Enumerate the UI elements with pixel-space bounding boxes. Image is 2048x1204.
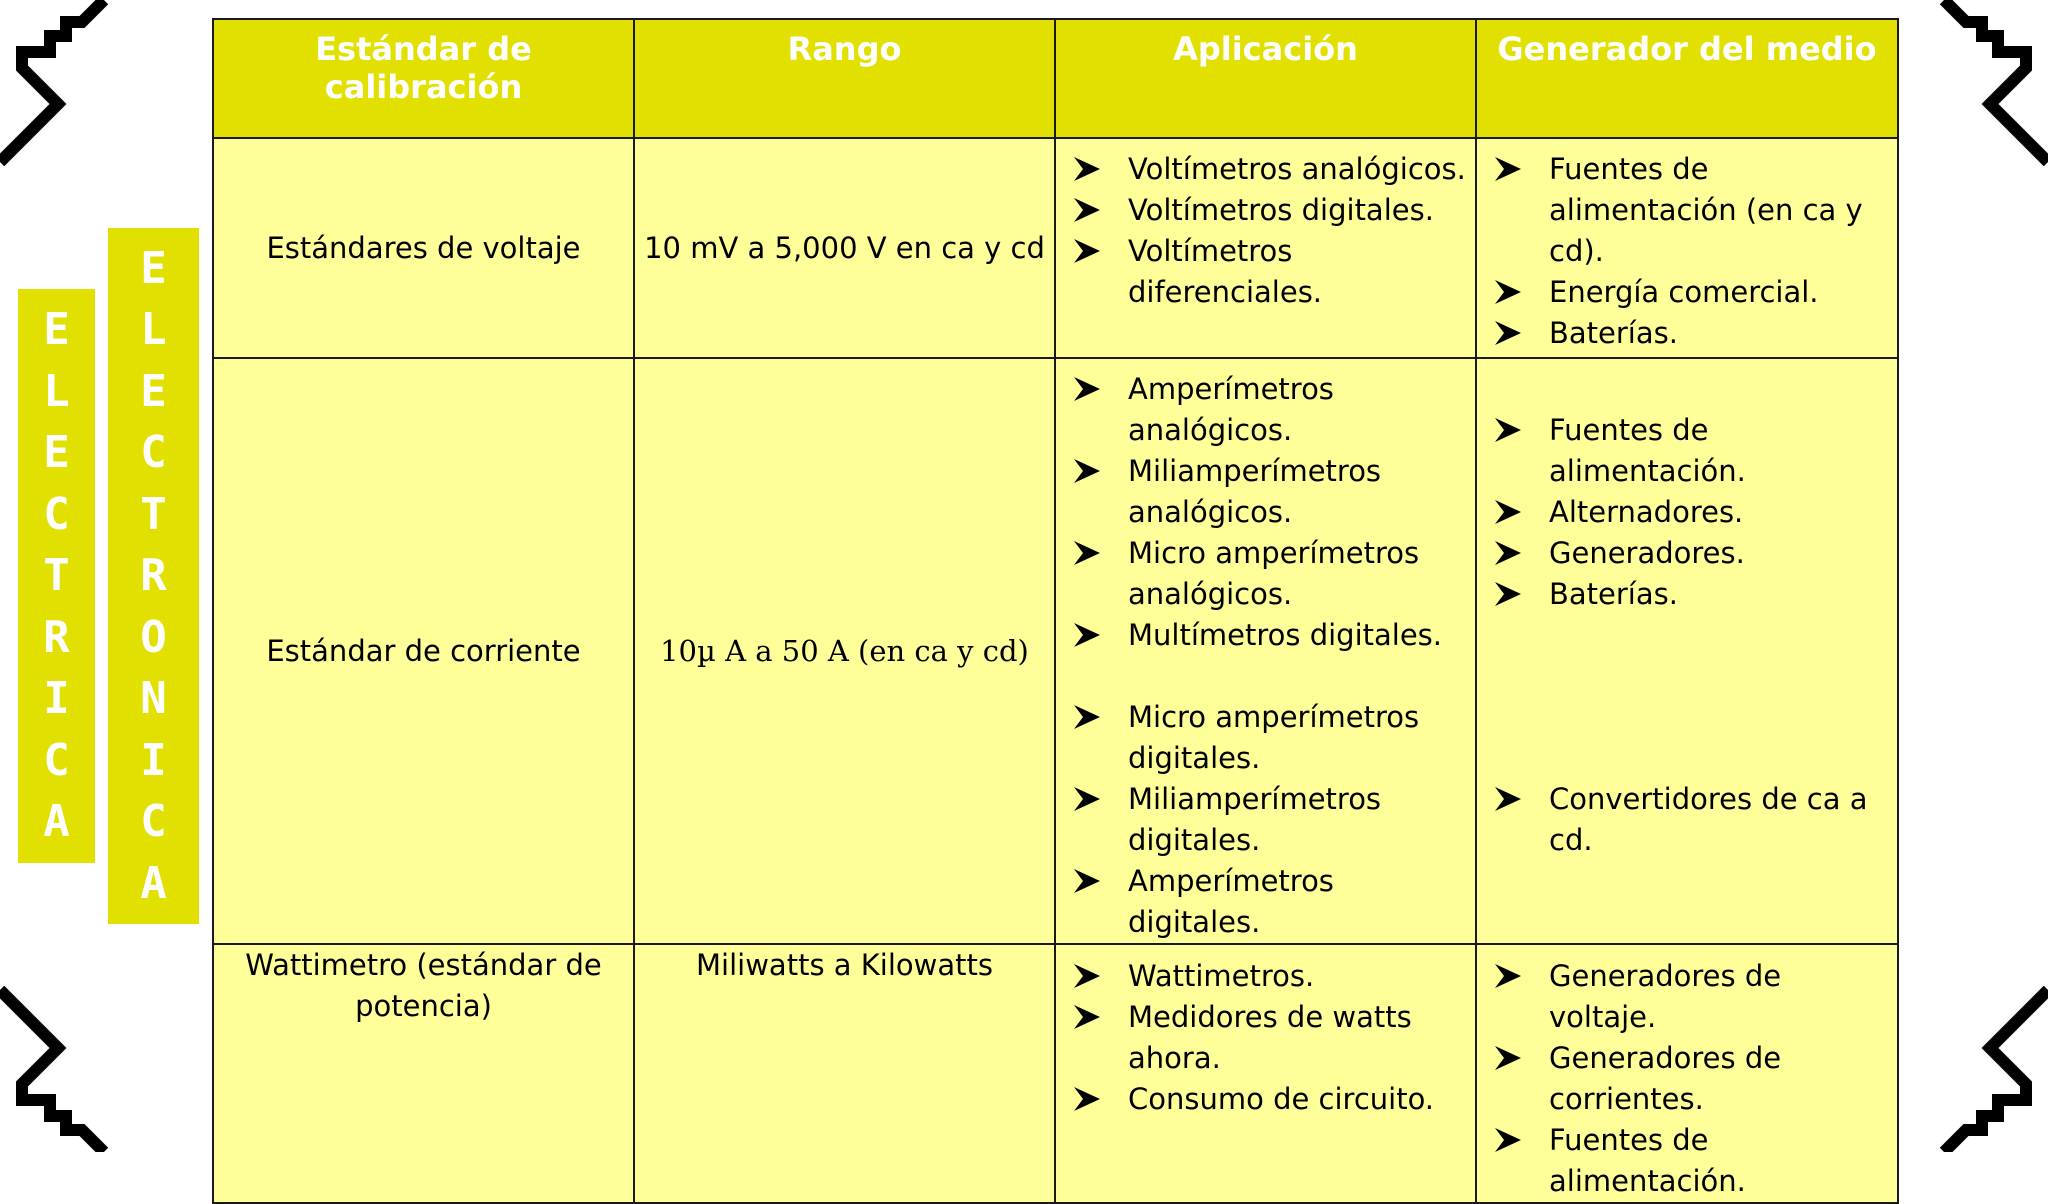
generator-list — [1477, 149, 1897, 354]
side-label-letter: E — [140, 242, 167, 294]
list-item-text: Amperímetros analógicos. — [1128, 372, 1334, 447]
side-label-letter: A — [43, 796, 70, 848]
generator-list — [1477, 956, 1897, 1202]
list-item — [1068, 451, 1475, 533]
generator-cell — [1476, 358, 1898, 944]
list-item-text: Consumo de circuito. — [1128, 1082, 1435, 1116]
list-item-text: Energía comercial. — [1549, 275, 1819, 309]
side-label-letter: C — [140, 427, 167, 479]
application-cell — [1055, 138, 1476, 358]
application-list — [1056, 956, 1475, 1120]
arrowhead-bullet-icon — [1493, 318, 1523, 348]
arrowhead-bullet-icon — [1072, 1084, 1102, 1114]
side-label-letter: C — [140, 796, 167, 848]
side-label-letter: I — [140, 734, 167, 786]
list-item-text: Multímetros digitales. — [1128, 618, 1443, 652]
arrowhead-bullet-icon — [1072, 538, 1102, 568]
list-item-text: Miliamperímetros digitales. — [1128, 782, 1382, 857]
list-item — [1068, 615, 1475, 656]
side-label-letter: E — [43, 304, 70, 356]
list-item — [1068, 369, 1475, 451]
side-label-letter: A — [140, 857, 167, 909]
arrowhead-bullet-icon — [1072, 961, 1102, 991]
header-calibration-standard: Estándar de calibración — [213, 19, 634, 138]
side-label-letter: N — [140, 673, 167, 725]
list-item — [1489, 492, 1897, 533]
list-item-text: Voltímetros diferenciales. — [1128, 234, 1323, 309]
table-header-row — [213, 19, 1898, 138]
list-item-text: Voltímetros digitales. — [1128, 193, 1434, 227]
arrowhead-bullet-icon — [1072, 374, 1102, 404]
list-item-text: Generadores. — [1549, 536, 1745, 570]
arrowhead-bullet-icon — [1493, 784, 1523, 814]
list-item — [1489, 779, 1897, 861]
side-label-letter: C — [43, 488, 70, 540]
list-item-text: Fuentes de alimentación (en ca y cd). — [1549, 152, 1863, 268]
list-spacer — [1068, 656, 1475, 697]
table-row — [213, 138, 1898, 358]
list-item — [1068, 956, 1475, 997]
list-item-text: Wattimetros. — [1128, 959, 1315, 993]
arrowhead-bullet-icon — [1072, 784, 1102, 814]
arrowhead-bullet-icon — [1072, 620, 1102, 650]
side-label-letter: E — [140, 365, 167, 417]
list-item — [1489, 1120, 1897, 1202]
arrowhead-bullet-icon — [1493, 1043, 1523, 1073]
list-spacer — [1489, 615, 1897, 779]
list-item — [1489, 149, 1897, 272]
application-list — [1056, 369, 1475, 943]
side-label-letter: E — [43, 427, 70, 479]
list-item-text: Fuentes de alimentación. — [1549, 1123, 1746, 1198]
application-list — [1056, 149, 1475, 313]
side-label-letter: L — [43, 365, 70, 417]
list-item — [1489, 956, 1897, 1038]
list-item-text: Medidores de watts ahora. — [1128, 1000, 1412, 1075]
standard-cell: Estándares de voltaje — [213, 138, 634, 358]
side-label-letter: T — [140, 488, 167, 540]
standard-cell: Wattimetro (estándar de potencia) — [213, 944, 634, 1203]
generator-cell — [1476, 944, 1898, 1203]
list-item — [1489, 574, 1897, 615]
list-item — [1068, 533, 1475, 615]
list-item-text: Generadores de corrientes. — [1549, 1041, 1782, 1116]
list-item — [1068, 861, 1475, 943]
list-item-text: Amperímetros digitales. — [1128, 864, 1334, 939]
arrowhead-bullet-icon — [1493, 1125, 1523, 1155]
side-label-letter: R — [140, 550, 167, 602]
header-application: Aplicación — [1055, 19, 1476, 138]
side-label-letter: R — [43, 611, 70, 663]
application-cell — [1055, 358, 1476, 944]
corner-ornament-bottom-left — [0, 962, 190, 1152]
side-label-letter: I — [43, 673, 70, 725]
list-item — [1068, 231, 1475, 313]
side-label-letter: L — [140, 304, 167, 356]
list-item — [1068, 779, 1475, 861]
generator-list — [1477, 410, 1897, 861]
arrowhead-bullet-icon — [1493, 961, 1523, 991]
range-cell: Miliwatts a Kilowatts — [634, 944, 1055, 1203]
table-row — [213, 358, 1898, 944]
generator-cell — [1476, 138, 1898, 358]
header-range: Rango — [634, 19, 1055, 138]
list-item-text: Micro amperímetros digitales. — [1128, 700, 1420, 775]
list-item-text: Convertidores de ca a cd. — [1549, 782, 1868, 857]
list-item — [1068, 190, 1475, 231]
list-item-text: Baterías. — [1549, 577, 1678, 611]
calibration-standards-table — [212, 18, 1899, 1204]
list-item — [1068, 997, 1475, 1079]
range-cell: 10 mV a 5,000 V en ca y cd — [634, 138, 1055, 358]
list-item-text: Micro amperímetros analógicos. — [1128, 536, 1420, 611]
table-row — [213, 944, 1898, 1203]
arrowhead-bullet-icon — [1493, 538, 1523, 568]
arrowhead-bullet-icon — [1493, 154, 1523, 184]
header-medium-generator: Generador del medio — [1476, 19, 1898, 138]
range-cell: 10µ A a 50 A (en ca y cd) — [634, 358, 1055, 944]
list-item-text: Miliamperímetros analógicos. — [1128, 454, 1382, 529]
list-item-text: Generadores de voltaje. — [1549, 959, 1782, 1034]
arrowhead-bullet-icon — [1072, 702, 1102, 732]
list-item — [1489, 533, 1897, 574]
arrowhead-bullet-icon — [1072, 154, 1102, 184]
list-item — [1068, 697, 1475, 779]
side-label-electronica — [108, 228, 199, 924]
corner-ornament-top-left — [0, 0, 190, 190]
arrowhead-bullet-icon — [1072, 236, 1102, 266]
side-label-letter: C — [43, 734, 70, 786]
arrowhead-bullet-icon — [1493, 497, 1523, 527]
standard-cell: Estándar de corriente — [213, 358, 634, 944]
list-item-text: Voltímetros analógicos. — [1128, 152, 1466, 186]
list-item — [1489, 313, 1897, 354]
list-item — [1068, 1079, 1475, 1120]
arrowhead-bullet-icon — [1072, 866, 1102, 896]
list-item-text: Alternadores. — [1549, 495, 1744, 529]
list-item — [1489, 1038, 1897, 1120]
arrowhead-bullet-icon — [1072, 195, 1102, 225]
side-label-electrica — [18, 289, 95, 863]
application-cell — [1055, 944, 1476, 1203]
list-item — [1489, 272, 1897, 313]
arrowhead-bullet-icon — [1072, 1002, 1102, 1032]
list-item-text: Fuentes de alimentación. — [1549, 413, 1746, 488]
side-label-letter: T — [43, 550, 70, 602]
arrowhead-bullet-icon — [1493, 415, 1523, 445]
list-item — [1489, 410, 1897, 492]
arrowhead-bullet-icon — [1493, 579, 1523, 609]
arrowhead-bullet-icon — [1072, 456, 1102, 486]
list-item — [1068, 149, 1475, 190]
side-label-letter: O — [140, 611, 167, 663]
arrowhead-bullet-icon — [1493, 277, 1523, 307]
list-item-text: Baterías. — [1549, 316, 1678, 350]
